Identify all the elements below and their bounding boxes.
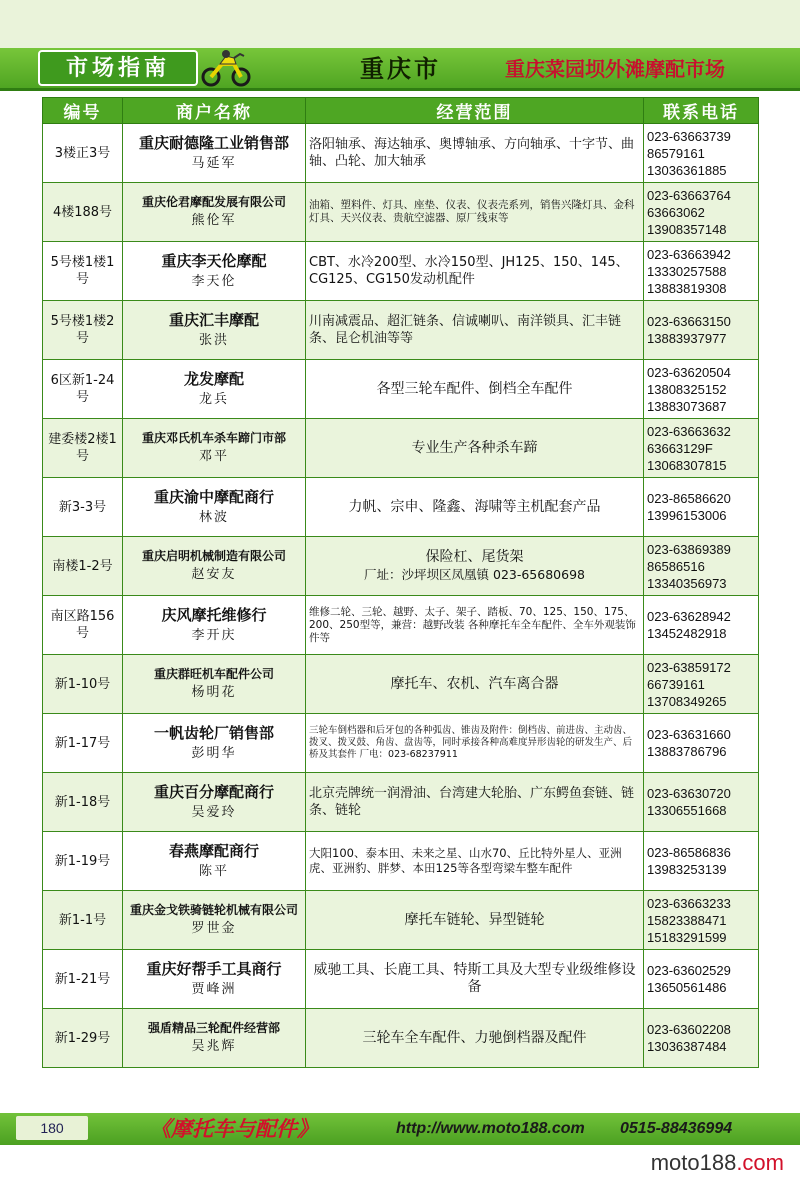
phone-cell [644,714,759,773]
contact-person: 张洪 [198,333,229,348]
section-title: 市场指南 [65,55,170,81]
business-scope: 油箱、塑料件、灯具、座垫、仪表、仪表壳系列，销售兴隆灯具、金科灯具、天兴仪表、贵航空滤器、原厂线束等 [306,183,644,242]
business-scope [306,537,644,596]
magazine-title: 《摩托车与配件》 [150,1116,318,1141]
footer-phone: 0515-88436994 [620,1120,733,1137]
merchant-name: 重庆汇丰摩配 [168,311,259,329]
phone-number: 63663062 [647,204,705,220]
merchant-name: 一帆齿轮厂销售部 [153,724,274,742]
stall-no: 新1-19号 [43,832,123,891]
phone-number: 023-63631660 [647,727,731,742]
merchant-cell [123,301,306,360]
phone-number: 13036387484 [647,1039,727,1054]
watermark-domain: moto188 [650,1150,737,1175]
phone-cell [644,655,759,714]
phone-number: 023-63602529 [647,963,731,978]
phone-number: 13036361885 [647,162,727,178]
contact-person: 邓平 [198,449,229,464]
table-row [43,1009,759,1068]
merchant-name: 重庆群旺机车配件公司 [153,667,274,681]
col-header-scope: 经营范围 [306,98,644,124]
merchant-cell [123,655,306,714]
stall-no: 5号楼1楼2号 [43,301,123,360]
table-row [43,950,759,1009]
contact-person: 吴爱玲 [191,805,237,820]
contact-person: 马延军 [191,156,237,171]
phone-number: 15183291599 [647,929,727,945]
business-scope: 三轮车倒档器和后牙包的各种弧齿、锥齿及附件：倒档齿、前进齿、主动齿、拨叉、拨叉鼓、角齿、盘齿等，同时承接各种高难度异形齿轮的研发生产、后桥及其套件 厂电：023-68237911 [306,714,644,773]
table-row [43,537,759,596]
phone-number: 63663129F [647,440,713,456]
contact-person: 龙兵 [198,392,229,407]
table-row [43,773,759,832]
merchant-name: 重庆伦君摩配发展有限公司 [141,195,286,209]
phone-cell [644,596,759,655]
merchant-name: 重庆金戈铁骑链轮机械有限公司 [129,903,298,917]
business-scope: 三轮车全车配件、力驰倒档器及配件 [306,1009,644,1068]
phone-cell [644,242,759,301]
website-url: http://www.moto188.com [396,1120,585,1137]
phone-number: 13650561486 [647,980,727,995]
business-scope: 洛阳轴承、海达轴承、奥博轴承、方向轴承、十字节、曲轴、凸轮、加大轴承 [306,124,644,183]
business-scope: 各型三轮车配件、倒档全车配件 [306,360,644,419]
table-row [43,655,759,714]
merchant-name: 重庆好帮手工具商行 [146,960,282,978]
stall-no: 南区路156号 [43,596,123,655]
stall-no: 新1-10号 [43,655,123,714]
watermark-tld: .com [736,1150,784,1175]
phone-number: 13452482918 [647,626,727,641]
site-watermark [651,1148,784,1178]
phone-cell [644,1009,759,1068]
phone-number: 13883937977 [647,331,727,346]
phone-number: 66739161 [647,676,705,692]
merchant-name: 龙发摩配 [183,370,244,388]
merchant-cell [123,832,306,891]
market-title: 重庆菜园坝外滩摩配市场 [505,57,725,81]
top-band [0,0,800,48]
merchant-cell [123,419,306,478]
merchant-name: 庆风摩托维修行 [161,606,267,624]
phone-number: 15823388471 [647,912,727,928]
contact-person: 杨明花 [191,685,237,700]
merchant-cell [123,596,306,655]
business-scope: 威驰工具、长鹿工具、特斯工具及大型专业级维修设备 [306,950,644,1009]
contact-person: 李开庆 [191,628,237,643]
table-row [43,124,759,183]
col-header-no: 编号 [43,98,123,124]
phone-number: 023-63663739 [647,128,731,144]
phone-number: 023-86586620 [647,491,731,506]
contact-person: 熊伦军 [191,213,237,228]
contact-person: 李天伦 [191,274,237,289]
table-row [43,183,759,242]
business-scope: 专业生产各种杀车蹄 [306,419,644,478]
phone-number: 023-63663150 [647,314,731,329]
merchant-name: 春燕摩配商行 [168,842,259,860]
merchant-name: 强盾精品三轮配件经营部 [147,1021,280,1035]
business-scope: 大阳100、泰本田、未来之星、山水70、丘比特外星人、亚洲虎、亚洲豹、胖梦、本田125等各型弯梁车整车配件 [306,832,644,891]
phone-number: 023-63869389 [647,541,731,557]
city-title: 重庆市 [360,54,441,83]
contact-person: 陈平 [198,864,229,879]
merchant-name: 重庆耐德隆工业销售部 [138,134,289,152]
business-scope: CBT、水冷200型、水冷150型、JH125、150、145、CG125、CG150发动机配件 [306,242,644,301]
merchant-cell [123,242,306,301]
phone-cell [644,832,759,891]
merchant-cell [123,891,306,950]
phone-number: 023-63663942 [647,246,731,262]
business-scope: 摩托车链轮、异型链轮 [306,891,644,950]
phone-number: 13908357148 [647,221,727,237]
merchant-name: 重庆邓氏机车杀车蹄门市部 [141,431,286,445]
contact-person: 赵安友 [191,567,237,582]
phone-number: 13883819308 [647,280,727,296]
table-row [43,714,759,773]
merchant-name: 重庆李天伦摩配 [161,252,267,270]
stall-no: 5号楼1楼1号 [43,242,123,301]
merchant-cell [123,1009,306,1068]
phone-cell [644,360,759,419]
col-header-name: 商户名称 [123,98,306,124]
merchant-name: 重庆百分摩配商行 [153,783,274,801]
phone-number: 13808325152 [647,381,727,397]
phone-number: 13306551668 [647,803,727,818]
stall-no: 新1-1号 [43,891,123,950]
table-row [43,891,759,950]
phone-number: 023-63602208 [647,1022,731,1037]
table-row [43,478,759,537]
merchant-cell [123,360,306,419]
phone-number: 13068307815 [647,457,727,473]
contact-person: 罗世金 [191,921,237,936]
merchant-cell [123,183,306,242]
contact-person: 吴兆辉 [191,1039,237,1054]
phone-number: 023-63663632 [647,423,731,439]
phone-number: 13983253139 [647,862,727,877]
stall-no: 新1-29号 [43,1009,123,1068]
directory-table [42,97,759,1068]
phone-number: 023-63663233 [647,895,731,911]
business-scope: 维修二轮、三轮、越野、太子、架子、踏板、70、125、150、175、200、250型等，兼营：越野改装 各种摩托车全车配件、全车外观装饰件等 [306,596,644,655]
stall-no: 6区新1-24号 [43,360,123,419]
stall-no: 新1-21号 [43,950,123,1009]
merchant-cell [123,714,306,773]
business-scope: 摩托车、农机、汽车离合器 [306,655,644,714]
stall-no: 新1-18号 [43,773,123,832]
merchant-cell [123,478,306,537]
table-row [43,419,759,478]
contact-person: 林波 [198,510,229,525]
phone-number: 13340356973 [647,575,727,591]
table-row [43,832,759,891]
phone-cell [644,419,759,478]
phone-number: 13330257588 [647,263,727,279]
stall-no: 3楼正3号 [43,124,123,183]
page-number: 180 [40,1120,64,1136]
table-row [43,242,759,301]
phone-number: 13708349265 [647,693,727,709]
business-scope: 川南减震品、超汇链条、信诚喇叭、南洋锁具、汇丰链条、昆仑机油等等 [306,301,644,360]
phone-cell [644,301,759,360]
merchant-cell [123,537,306,596]
phone-number: 023-63859172 [647,659,731,675]
phone-cell [644,891,759,950]
page-number-box [16,1116,88,1140]
phone-number: 13996153006 [647,508,727,523]
table-header-row [43,98,759,124]
col-header-phone: 联系电话 [644,98,759,124]
merchant-name: 重庆启明机械制造有限公司 [141,549,286,563]
business-scope: 力帆、宗申、隆鑫、海啸等主机配套产品 [306,478,644,537]
phone-cell [644,478,759,537]
phone-number: 13883073687 [647,398,727,414]
table-row [43,596,759,655]
stall-no: 新3-3号 [43,478,123,537]
stall-no: 4楼188号 [43,183,123,242]
phone-number: 13883786796 [647,744,727,759]
merchant-name: 重庆渝中摩配商行 [153,488,274,506]
merchant-cell [123,950,306,1009]
phone-cell [644,124,759,183]
business-scope-line: 保险杠、尾货架 [425,549,524,565]
phone-number: 86579161 [647,145,705,161]
contact-person: 贾峰洲 [191,982,237,997]
merchant-cell [123,124,306,183]
phone-number: 023-63620504 [647,364,731,380]
phone-cell [644,773,759,832]
merchant-cell [123,773,306,832]
table-row [43,301,759,360]
phone-number: 023-63663764 [647,187,731,203]
stall-no: 新1-17号 [43,714,123,773]
stall-no: 建委楼2楼1号 [43,419,123,478]
factory-address: 厂址：沙坪坝区凤凰镇 023-65680698 [364,567,585,582]
phone-cell [644,950,759,1009]
phone-number: 023-63628942 [647,609,731,624]
phone-number: 86586516 [647,558,705,574]
phone-number: 023-86586836 [647,845,731,860]
phone-number: 023-63630720 [647,786,731,801]
business-scope: 北京壳牌统一润滑油、台湾建大轮胎、广东鳄鱼套链、链条、链轮 [306,773,644,832]
contact-person: 彭明华 [191,746,237,761]
phone-cell [644,183,759,242]
stall-no: 南楼1-2号 [43,537,123,596]
table-row [43,360,759,419]
phone-cell [644,537,759,596]
section-tab [38,50,198,86]
motorcycle-icon [200,46,252,88]
